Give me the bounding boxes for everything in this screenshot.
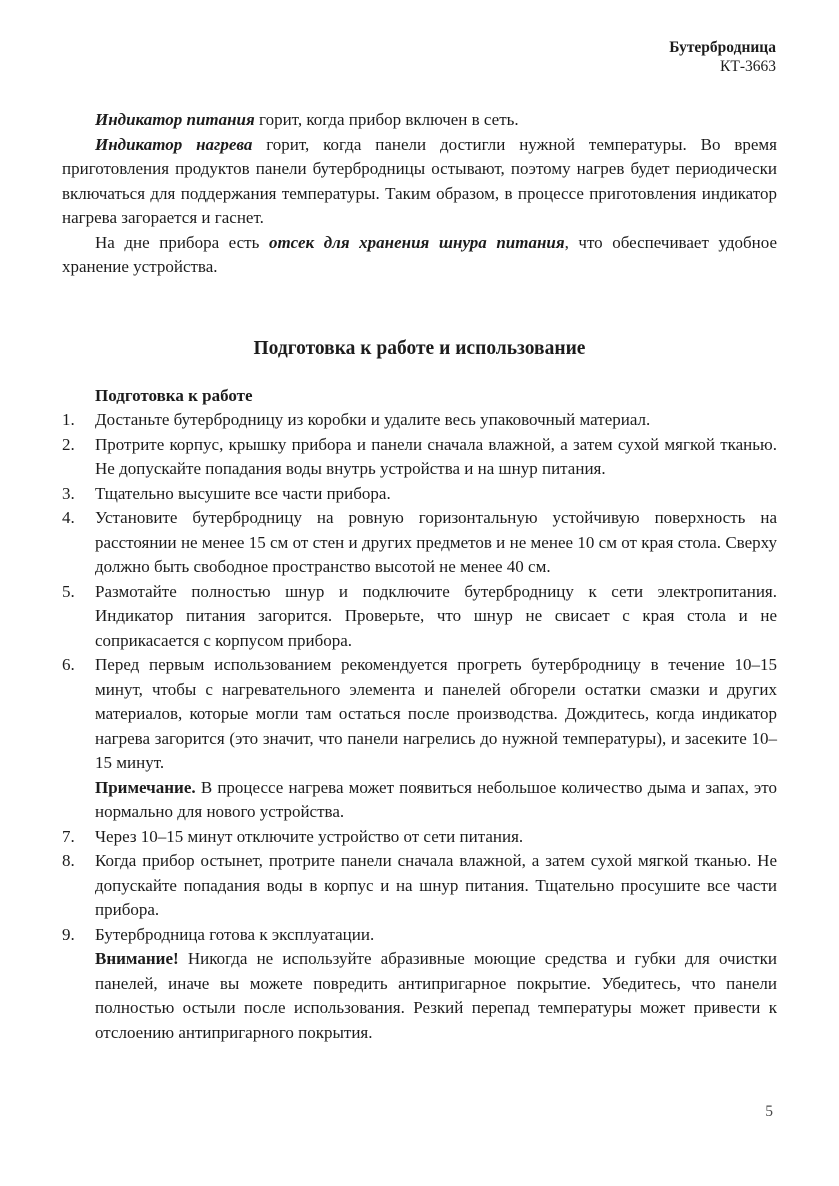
page-number: 5 (765, 1103, 773, 1120)
step-text: Протрите корпус, крышку прибора и панели сначала влажной, а затем сухой мягкой тканью. Не допускайте попадания воды внутрь устройства и на шнур питания. (95, 434, 777, 478)
warning-text: Никогда не используйте абразивные моющие средства и губки для очистки панелей, иначе вы можете повредить антипригарное покрытие. Убедитесь, что панели полностью остыли после использования. Резкий перепад температуры может привести к отслоению антипригарного покрытия. (95, 949, 777, 1042)
step-text: Когда прибор остынет, протрите панели сначала влажной, а затем сухой мягкой тканью. Не допускайте попадания воды в корпус и на шнур питания. Тщательно просушите все части прибора. (95, 851, 777, 919)
warning-label: Внимание! (95, 949, 179, 968)
step-number: 1. (62, 410, 75, 429)
step-number: 7. (62, 826, 75, 846)
step-item-7 (62, 825, 777, 850)
paragraph-text: На дне прибора есть (95, 232, 269, 252)
paragraph-text: , что обеспечивает удобное хранение устройства. (62, 232, 778, 276)
step-warning (95, 947, 777, 1045)
step-number: 6. (62, 655, 75, 674)
step-text: Достаньте бутербродницу из коробки и удалите весь упаковочный материал. (95, 410, 651, 429)
brand-name: Бутербродница (669, 39, 776, 56)
paragraph-text: горит, когда прибор включен в сеть. (254, 110, 519, 129)
heat-indicator-term: Индикатор нагрева (95, 134, 253, 154)
model-number: КТ-3663 (720, 58, 776, 75)
step-text: Перед первым использованием рекомендуется прогреть бутербродницу в течение 10–15 минут, чтобы с нагревательного элемента и панелей обгорели остатки смазки и других материалов, которые могли там остаться после производства. Дождитесь, когда индикатор нагрева загорится (это значит, что панели нагрелись до нужной температуры), и засеките 10–15 минут. (95, 655, 777, 772)
subsection-title: Подготовка к работе (95, 385, 253, 405)
paragraph-power-indicator (62, 108, 777, 133)
section-title: Подготовка к работе и использование (253, 337, 586, 359)
step-text: Через 10–15 минут отключите устройство от сети питания. (95, 826, 524, 846)
note-label: Примечание. (95, 777, 196, 797)
power-indicator-term: Индикатор питания (95, 110, 255, 129)
paragraph-cord-storage (62, 231, 777, 280)
step-text: Размотайте полностью шнур и подключите бутербродницу к сети электропитания. Индикатор питания загорится. Проверьте, что шнур не свисает с края стола и не соприкасается с корпусом прибора. (95, 581, 777, 650)
step-note (95, 776, 777, 825)
steps-list (62, 408, 777, 1045)
step-number: 5. (62, 581, 75, 601)
step-text: Тщательно высушите все части прибора. (95, 483, 391, 503)
paragraph-text: горит, когда панели достигли нужной температуры. Во время приготовления продуктов панели бутербродницы остывают, поэтому нагрев будет периодически включаться для поддержания температуры. Таким образом, в процессе приготовления индикатор нагрева загорается и гаснет. (62, 134, 777, 227)
step-number: 3. (62, 483, 75, 503)
page-content (62, 108, 777, 1045)
step-number: 8. (62, 851, 75, 870)
paragraph-heat-indicator (62, 133, 777, 231)
step-item-2 (62, 433, 777, 482)
note-text: В процессе нагрева может появиться небольшое количество дыма и запах, это нормально для нового устройства. (95, 777, 777, 821)
step-number: 2. (62, 434, 75, 454)
cord-storage-term: отсек для хранения шнура питания (268, 232, 565, 252)
step-item-6 (62, 653, 777, 825)
step-item-9 (62, 923, 777, 1046)
step-item-1 (62, 408, 777, 433)
step-item-8 (62, 849, 777, 923)
step-text: Бутербродница готова к эксплуатации. (95, 924, 375, 944)
step-item-4 (62, 506, 777, 580)
step-item-3 (62, 482, 777, 507)
step-item-5 (62, 580, 777, 654)
step-text: Установите бутербродницу на ровную горизонтальную устойчивую поверхность на расстоянии не менее 15 см от стен и других предметов и не менее 10 см от края стола. Сверху должно быть свободное пространство высотой не менее 40 см. (95, 508, 777, 576)
step-number: 9. (62, 924, 75, 944)
document-header (669, 38, 776, 76)
step-number: 4. (62, 508, 75, 527)
